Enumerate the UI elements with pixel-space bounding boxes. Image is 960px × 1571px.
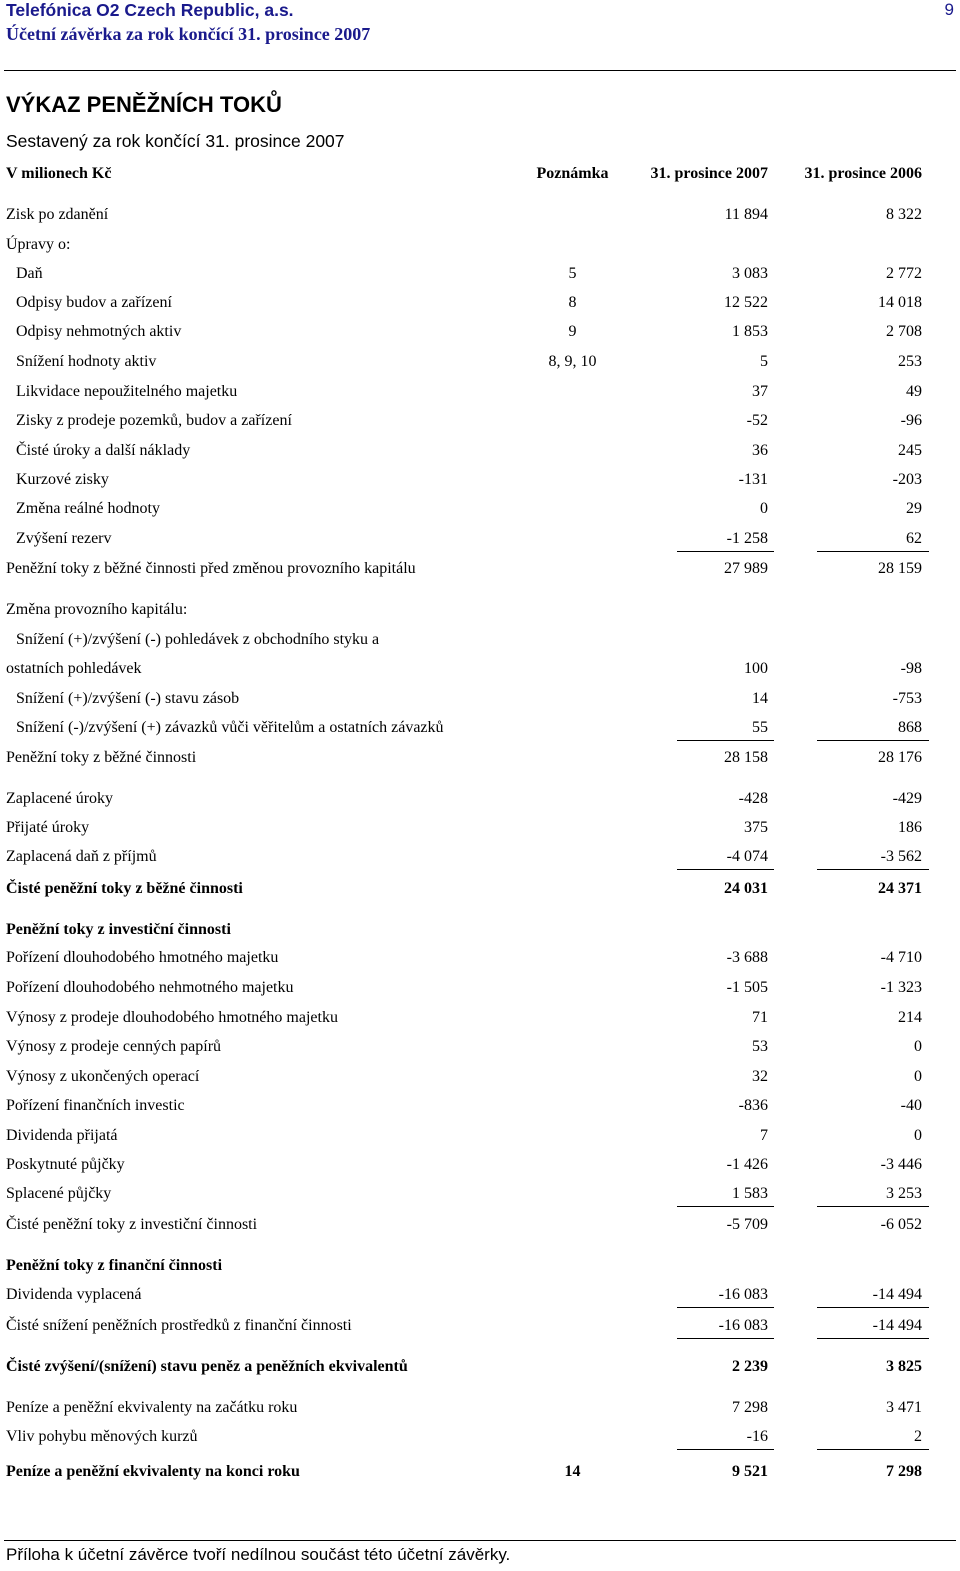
table-row [0,658,960,680]
table-row [0,321,960,343]
table-row [0,747,960,769]
table-row [0,263,960,285]
value-2006: -4 710 [880,949,922,966]
value-2006: 24 371 [878,880,922,897]
row-label: Snížení (+)/zvýšení (-) stavu zásob [16,690,240,707]
row-label: Čisté snížení peněžních prostředků z finanční činnosti [6,1317,352,1334]
row-label: ostatních pohledávek [6,660,142,677]
value-2006: -753 [892,690,922,707]
value-2006: 186 [898,819,922,836]
value-2006: 868 [898,719,922,736]
subtotal-rule-2007 [677,1307,774,1308]
row-label: Změna reálné hodnoty [16,500,160,517]
value-2007: -5 709 [726,1216,768,1233]
company-name: Telefónica O2 Czech Republic, a.s. [6,0,294,20]
table-row [0,1315,960,1337]
table-row [0,292,960,314]
value-2006: 253 [898,353,922,370]
table-row [0,1356,960,1378]
value-2006: -40 [900,1097,922,1114]
table-row [0,599,960,621]
table-row [0,498,960,520]
table-row [0,558,960,580]
value-2007: 100 [744,660,768,677]
row-label: Čisté zvýšení/(snížení) stavu peněz a peněžních ekvivalentů [6,1358,408,1375]
table-row [0,1214,960,1236]
report-subtitle: Účetní závěrka za rok končící 31. prosince 2007 [6,24,371,44]
row-label: Čisté peněžní toky z investiční činnosti [6,1216,258,1233]
value-2007: -836 [738,1097,768,1114]
row-label: Daň [16,265,43,282]
table-row [0,1036,960,1058]
table-row [0,381,960,403]
row-label: Peníze a peněžní ekvivalenty na začátku roku [6,1399,298,1416]
row-label: Dividenda přijatá [6,1127,118,1144]
value-2006: 3 471 [886,1399,922,1416]
table-row [0,410,960,432]
value-2007: 3 083 [732,265,768,282]
row-label: Likvidace nepoužitelného majetku [16,383,238,400]
row-note: 8, 9, 10 [548,353,597,370]
note-header: Poznámka [536,165,609,182]
value-2007: 0 [760,500,768,517]
value-2006: 28 159 [878,560,922,577]
value-2006: 49 [906,383,922,400]
value-2007: 2 239 [732,1358,768,1375]
row-label: Peníze a peněžní ekvivalenty na konci roku [6,1463,300,1480]
row-note: 14 [564,1463,581,1480]
value-2007: 14 [752,690,768,707]
value-2006: 214 [898,1009,922,1026]
table-row [0,1397,960,1419]
row-label: Čisté úroky a další náklady [16,442,191,459]
value-2007: -1 258 [726,530,768,547]
table-row [0,977,960,999]
table-row [0,1183,960,1205]
row-label: Peněžní toky z investiční činnosti [6,921,231,938]
value-2007: 27 989 [724,560,768,577]
value-2006: -3 562 [880,848,922,865]
row-label: Snížení (-)/zvýšení (+) závazků vůči věřitelům a ostatních závazků [16,719,444,736]
table-row [0,204,960,226]
row-label: Zisk po zdanění [6,206,109,223]
row-label: Výnosy z ukončených operací [6,1068,200,1085]
value-2007: -1 505 [726,979,768,996]
value-2007: 24 031 [724,880,768,897]
footer-note: Příloha k účetní závěrce tvoří nedílnou součást této účetní závěrky. [6,1545,511,1564]
value-2007: 7 298 [732,1399,768,1416]
value-2006: 3 825 [886,1358,922,1375]
row-label: Výnosy z prodeje cenných papírů [6,1038,222,1055]
table-row [0,1284,960,1306]
value-2007: 1 853 [732,323,768,340]
year-2006-header: 31. prosince 2006 [804,165,922,182]
table-row [0,440,960,462]
value-2006: 0 [914,1127,922,1144]
table-row [0,1255,960,1277]
value-2006: 7 298 [886,1463,922,1480]
value-2007: 71 [752,1009,768,1026]
value-2006: -98 [900,660,922,677]
row-label: Změna provozního kapitálu: [6,601,188,618]
subtotal-rule-2007 [677,1338,774,1339]
value-2006: -14 494 [872,1286,922,1303]
value-2006: -1 323 [880,979,922,996]
row-label: Výnosy z prodeje dlouhodobého hmotného majetku [6,1009,338,1026]
row-label: Kurzové zisky [16,471,109,488]
subtotal-rule-2006 [817,551,929,552]
value-2006: 28 176 [878,749,922,766]
value-2006: -3 446 [880,1156,922,1173]
subtotal-rule-2007 [677,869,774,870]
row-label: Pořízení dlouhodobého nehmotného majetku [6,979,294,996]
table-row [0,788,960,810]
row-label: Zisky z prodeje pozemků, budov a zařízení [16,412,292,429]
value-2007: -52 [746,412,768,429]
table-row [0,351,960,373]
table-row [0,919,960,941]
row-label: Odpisy budov a zařízení [16,294,172,311]
value-2007: 28 158 [724,749,768,766]
value-2006: 8 322 [886,206,922,223]
value-2007: 37 [752,383,768,400]
value-2007: 5 [760,353,768,370]
footer-divider [4,1540,956,1541]
value-2007: 375 [744,819,768,836]
row-label: Peněžní toky z běžné činnosti před změnou provozního kapitálu [6,560,416,577]
value-2007: 9 521 [732,1463,768,1480]
value-2006: -96 [900,412,922,429]
unit-header: V milionech Kč [6,165,112,182]
row-label: Snížení (+)/zvýšení (-) pohledávek z obchodního styku a [16,631,380,648]
table-row [0,1095,960,1117]
value-2006: 29 [906,500,922,517]
value-2007: -428 [738,790,768,807]
value-2007: -4 074 [726,848,768,865]
row-label: Čisté peněžní toky z běžné činnosti [6,880,243,897]
table-row [0,1066,960,1088]
subtotal-rule-2007 [677,1206,774,1207]
subtotal-rule-2007 [677,1449,774,1450]
value-2006: 245 [898,442,922,459]
table-row [0,878,960,900]
table-row [0,817,960,839]
table-row [0,846,960,868]
table-row [0,688,960,710]
table-row [0,1154,960,1176]
row-label: Odpisy nehmotných aktiv [16,323,182,340]
value-2006: 0 [914,1038,922,1055]
subtotal-rule-2007 [677,740,774,741]
period-label: Sestavený za rok končící 31. prosince 2007 [6,131,345,151]
value-2006: 14 018 [878,294,922,311]
row-label: Splacené půjčky [6,1185,112,1202]
table-row [0,1426,960,1448]
table-row [0,947,960,969]
value-2007: -3 688 [726,949,768,966]
row-label: Zaplacené úroky [6,790,114,807]
page-number: 9 [944,0,954,19]
value-2006: 0 [914,1068,922,1085]
table-row [0,469,960,491]
value-2007: 7 [760,1127,768,1144]
subtotal-rule-2006 [817,1449,929,1450]
row-label: Přijaté úroky [6,819,90,836]
value-2007: 1 583 [732,1185,768,1202]
value-2007: -131 [738,471,768,488]
page-title: VÝKAZ PENĚŽNÍCH TOKŮ [6,92,282,117]
subtotal-rule-2007 [677,551,774,552]
subtotal-rule-2006 [817,869,929,870]
value-2007: 55 [752,719,768,736]
value-2006: -429 [892,790,922,807]
header-divider [4,70,956,71]
row-note: 5 [568,265,577,282]
value-2007: 32 [752,1068,768,1085]
row-label: Dividenda vyplacená [6,1286,142,1303]
value-2006: 62 [906,530,922,547]
value-2007: -16 [746,1428,768,1445]
row-note: 8 [568,294,577,311]
year-2007-header: 31. prosince 2007 [650,165,768,182]
value-2007: 53 [752,1038,768,1055]
row-label: Pořízení finančních investic [6,1097,185,1114]
row-label: Zvýšení rezerv [16,530,112,547]
table-row [0,1125,960,1147]
value-2006: 2 708 [886,323,922,340]
value-2007: -16 083 [718,1317,768,1334]
value-2007: 36 [752,442,768,459]
row-label: Snížení hodnoty aktiv [16,353,157,370]
row-label: Úpravy o: [6,236,71,253]
column-header-row [0,163,960,185]
row-label: Peněžní toky z běžné činnosti [6,749,197,766]
value-2006: 2 [914,1428,922,1445]
value-2007: 12 522 [724,294,768,311]
row-note: 9 [568,323,577,340]
subtotal-rule-2006 [817,1206,929,1207]
table-row [0,528,960,550]
table-row [0,1007,960,1029]
row-label: Poskytnuté půjčky [6,1156,125,1173]
subtotal-rule-2006 [817,740,929,741]
row-label: Zaplacená daň z příjmů [6,848,157,865]
table-row [0,717,960,739]
value-2006: -6 052 [880,1216,922,1233]
row-label: Peněžní toky z finanční činnosti [6,1257,223,1274]
subtotal-rule-2006 [817,1338,929,1339]
row-label: Vliv pohybu měnových kurzů [6,1428,198,1445]
value-2007: -1 426 [726,1156,768,1173]
value-2007: -16 083 [718,1286,768,1303]
subtotal-rule-2006 [817,1307,929,1308]
value-2006: -203 [892,471,922,488]
table-row [0,234,960,256]
value-2007: 11 894 [724,206,768,223]
value-2006: -14 494 [872,1317,922,1334]
table-row [0,1461,960,1483]
row-label: Pořízení dlouhodobého hmotného majetku [6,949,279,966]
value-2006: 2 772 [886,265,922,282]
value-2006: 3 253 [886,1185,922,1202]
table-row [0,629,960,651]
